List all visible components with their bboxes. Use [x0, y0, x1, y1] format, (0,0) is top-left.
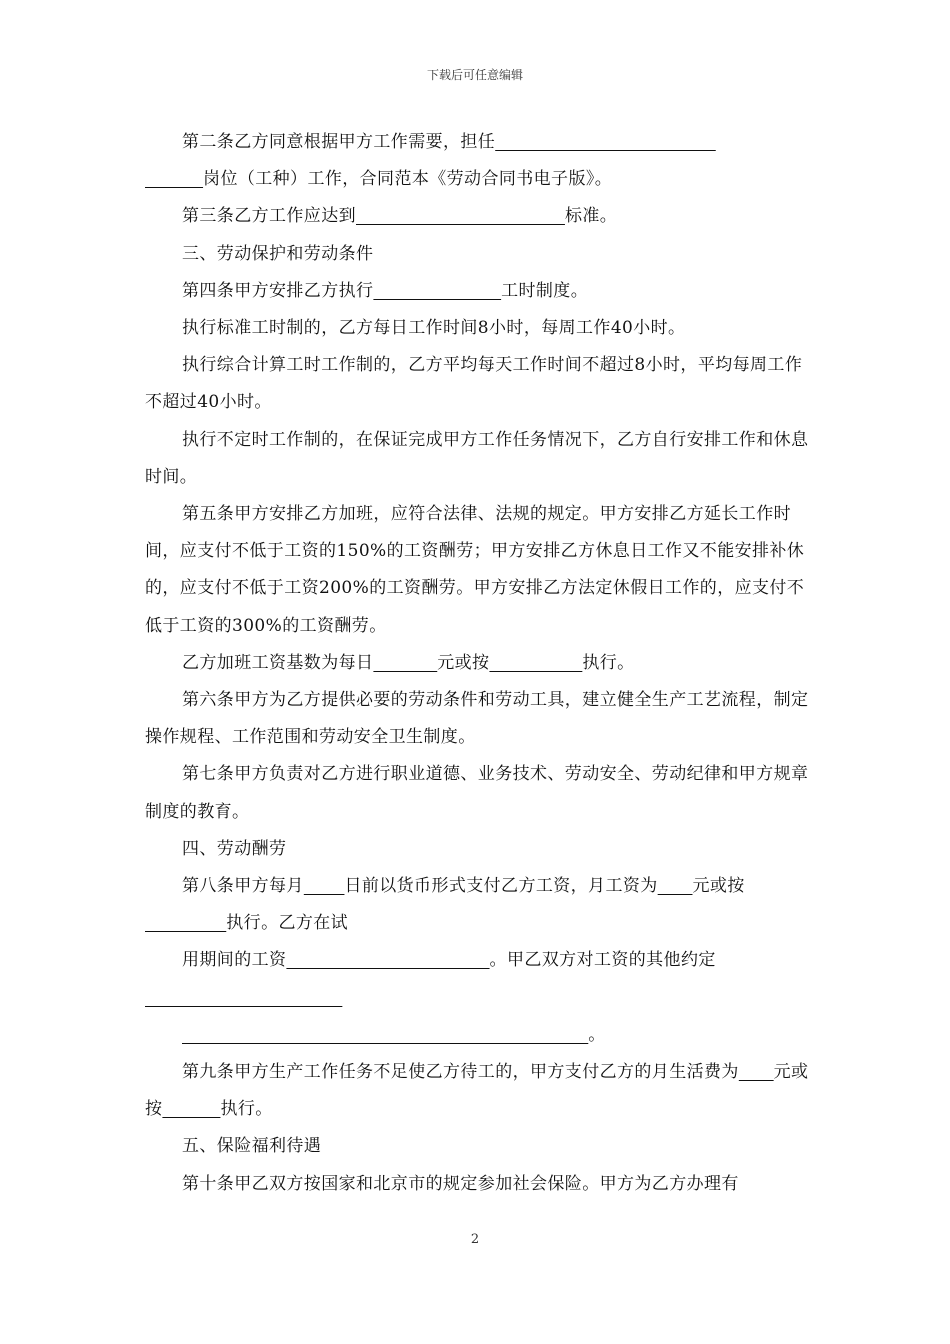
paragraph: [145, 868, 809, 942]
paragraph: [145, 347, 809, 421]
fill-in-blank: [739, 1062, 774, 1082]
paragraph-text: 元或按: [437, 652, 490, 673]
paragraph-text: 第六条甲方为乙方提供必要的劳动条件和劳动工具，建立健全生产工艺流程，制定操作规程、工作范围和劳动安全卫生制度。: [145, 690, 809, 748]
paragraph: [145, 645, 809, 682]
fill-in-blank: [373, 653, 437, 673]
paragraph: [145, 496, 809, 645]
paragraph-text: 用期间的工资: [182, 950, 287, 971]
paragraph: [145, 682, 809, 756]
fill-in-blank: [356, 206, 565, 226]
paragraph-text: 执行综合计算工时工作制的，乙方平均每天工作时间不超过8小时，平均每周工作不超过40小时。: [145, 355, 803, 413]
paragraph: [145, 942, 809, 1016]
paragraph-text: 第九条甲方生产工作任务不足使乙方待工的，甲方支付乙方的月生活费为: [182, 1062, 739, 1083]
paragraph-text: 第三条乙方工作应达到: [182, 206, 356, 227]
paragraph-text: 执行不定时工作制的，在保证完成甲方工作任务情况下，乙方自行安排工作和休息时间。: [145, 429, 809, 487]
paragraph-text: 。甲乙双方对工资的其他约定: [489, 950, 716, 971]
paragraph-text: 工时制度。: [501, 280, 589, 301]
paragraph: [145, 756, 809, 830]
paragraph-text: 元或按: [145, 1062, 809, 1120]
paragraph: [145, 198, 809, 235]
fill-in-blank: [495, 132, 716, 152]
page-header: 下载后可任意编辑: [426, 68, 523, 82]
paragraph-text: 执行。: [220, 1099, 273, 1120]
fill-in-blank: [145, 913, 226, 933]
paragraph: [145, 1054, 809, 1128]
paragraph: [145, 236, 809, 273]
fill-in-blank: [145, 169, 203, 189]
paragraph-text: 执行。乙方在试: [226, 913, 349, 934]
paragraph-text: 第二条乙方同意根据甲方工作需要，担任: [182, 132, 496, 152]
paragraph: [145, 1017, 809, 1054]
fill-in-blank: [162, 1099, 220, 1119]
paragraph: [145, 273, 809, 310]
paragraph: [145, 310, 809, 347]
paragraph-text: 标准。: [564, 206, 618, 227]
paragraph-text: 第七条甲方负责对乙方进行职业道德、业务技术、劳动安全、劳动纪律和甲方规章制度的教育。: [145, 764, 809, 822]
paragraph: [145, 831, 809, 868]
paragraph-text: 日前以货币形式支付乙方工资，月工资为: [344, 876, 658, 897]
page-number: 2: [470, 1232, 480, 1247]
document-body: [145, 124, 809, 1203]
paragraph-text: 第十条甲乙双方按国家和北京市的规定参加社会保险。甲方为乙方办理有: [182, 1173, 739, 1194]
paragraph-text: 。: [588, 1024, 606, 1045]
fill-in-blank: [373, 281, 501, 301]
paragraph-text: 四、劳动酬劳: [182, 838, 287, 859]
paragraph: [145, 124, 809, 161]
fill-in-blank: [286, 950, 489, 970]
paragraph: [145, 1128, 809, 1165]
paragraph-text: 岗位（工种）工作，合同范本《劳动合同书电子版》。: [203, 169, 613, 190]
fill-in-blank: [304, 876, 345, 896]
paragraph-text: 第五条甲方安排乙方加班，应符合法律、法规的规定。甲方安排乙方延长工作时间，应支付不低于工资的150%的工资酬劳；甲方安排乙方休息日工作又不能安排补休的，应支付不低于工资200%的工资酬劳。甲方安排乙方法定休假日工作的，应支付不低于工资的300%的工资酬劳。: [145, 504, 805, 636]
fill-in-blank: [489, 653, 582, 673]
paragraph-text: 第四条甲方安排乙方执行: [182, 280, 374, 301]
paragraph-text: 三、劳动保护和劳动条件: [182, 243, 374, 264]
paragraph: [145, 161, 809, 198]
paragraph-text: 元或按: [692, 876, 745, 897]
fill-in-blank: [658, 876, 693, 896]
paragraph-text: 五、保险福利待遇: [182, 1136, 322, 1157]
paragraph-text: 执行标准工时制的，乙方每日工作时间8小时，每周工作40小时。: [182, 318, 686, 339]
paragraph-text: 乙方加班工资基数为每日: [182, 652, 374, 673]
fill-in-blank: [182, 1025, 588, 1045]
fill-in-blank: [145, 988, 342, 1008]
paragraph: [145, 422, 809, 496]
paragraph-text: 执行。: [582, 652, 635, 673]
paragraph: [145, 1166, 809, 1203]
paragraph-text: 第八条甲方每月: [182, 876, 304, 897]
